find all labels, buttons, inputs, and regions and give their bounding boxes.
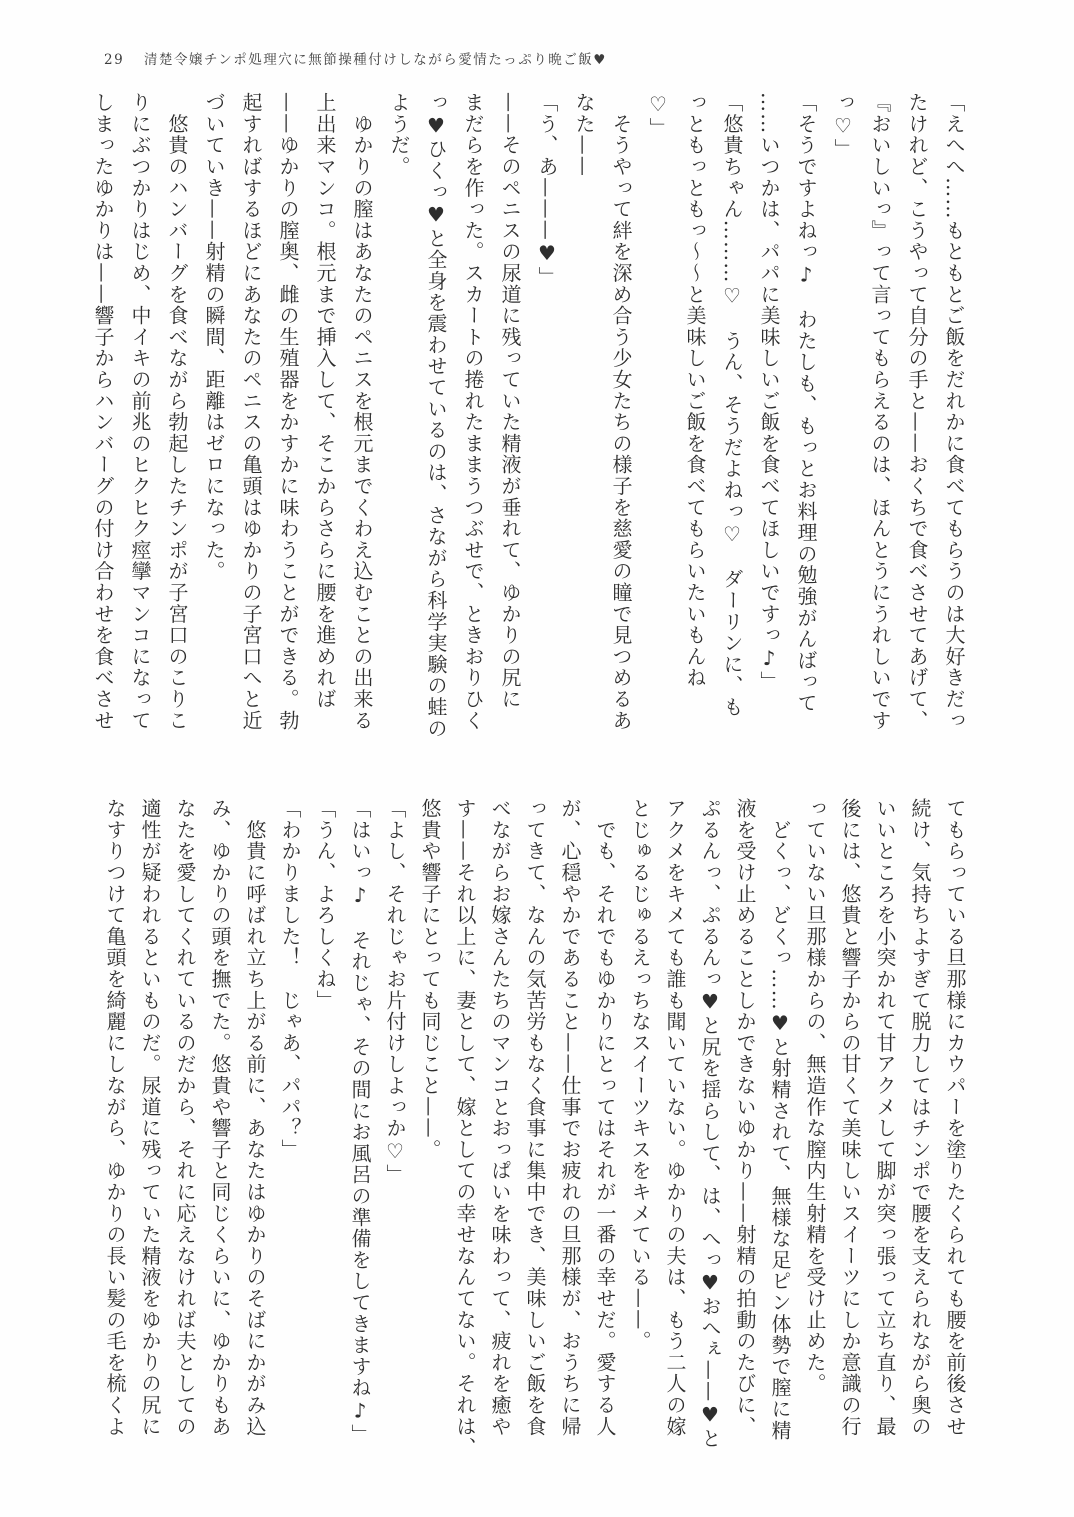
text-line: 「わかりました！ じゃあ、パパ？」	[278, 798, 302, 1161]
text-line: まだらを作った。スカートの捲れたままうつぶせで、ときおりひく	[461, 92, 485, 731]
text-line: アクメをキメても誰も聞いていない。ゆかりの夫は、もう二人の嫁	[663, 798, 687, 1437]
text-line: ようだ。	[387, 92, 411, 178]
text-line: ——そのペニスの尿道に残っていた精液が垂れて、ゆかりの尻に	[498, 92, 522, 710]
text-line: 悠貴や響子にとっても同じこと——。	[418, 798, 442, 1161]
text-line: ゆかりの膣はあなたのペニスを根元までくわえ込むことの出来る	[350, 92, 374, 731]
text-line: 起すればするほどにあなたのペニスの亀頭はゆかりの子宮口へと近	[239, 92, 263, 731]
text-line: 悠貴のハンバーグを食べながら勃起したチンポが子宮口のこりこ	[165, 92, 189, 731]
text-line: っていない旦那様からの、無造作な膣内生射精を受け止めた。	[803, 798, 827, 1395]
text-line: ——ゆかりの膣奥、雌の生殖器をかすかに味わうことができる。勃	[276, 92, 300, 731]
text-line: ってきて、なんの気苦労もなく食事に集中でき、美味しいご飯を食	[523, 798, 547, 1437]
text-line: ……いつかは、パパに美味しいご飯を食べてほしいですっ♪」	[757, 92, 781, 693]
text-line: づいていき——射精の瞬間、距離はゼロになった。	[202, 92, 226, 582]
text-line: 「そうですよねっ♪ わたしも、もっとお料理の勉強がんばって	[794, 92, 818, 714]
text-line: ♡」	[646, 92, 670, 139]
text-line: 続け、気持ちよすぎて脱力してはチンポで腰を支えられながら奥の	[908, 798, 932, 1437]
text-line: 上出来マンコ。根元まで挿入して、そこからさらに腰を進めれば	[313, 92, 337, 710]
text-line: いいところを小突かれて甘アクメして脚が突っ張って立ち直り、最	[873, 798, 897, 1437]
text-line: 後には、悠貴と響子からの甘くて美味しいスイーツにしか意識の行	[838, 798, 862, 1437]
text-line: み、ゆかりの頭を撫でた。悠貴や響子と同じくらいに、ゆかりもあ	[208, 798, 232, 1437]
text-line: 「はいっ♪ それじゃ、その間にお風呂の準備をしてきますね♪」	[348, 798, 372, 1445]
text-line: そうやって絆を深め合う少女たちの様子を慈愛の瞳で見つめるあ	[609, 92, 633, 731]
text-line: 「う、あ———♥」	[535, 92, 559, 288]
text-line: 「悠貴ちゃん………♡ うん、そうだよねっ♡ ダーリンに、も	[720, 92, 744, 718]
page-header	[104, 48, 607, 68]
text-line: しまったゆかりは——響子からハンバーグの付け合わせを食べさせ	[91, 92, 115, 731]
text-line: とじゅるじゅるえっちなスイーツキスをキメている——。	[628, 798, 652, 1352]
text-line: 適性が疑われるといものだ。尿道に残っていた精液をゆかりの尻に	[138, 798, 162, 1437]
text-line: なた——	[572, 92, 596, 178]
text-line: 「よし、それじゃお片付けしよっか♡」	[383, 798, 407, 1186]
text-line: なすりつけて亀頭を綺麗にしながら、ゆかりの長い髪の毛を梳くよ	[103, 798, 127, 1437]
text-line: べながらお嫁さんたちのマンコとおっぱいを味わって、疲れを癒や	[488, 798, 512, 1437]
text-block-top	[84, 92, 972, 747]
text-line: 「えへへ……もともとご飯をだれかに食べてもらうのは大好きだっ	[942, 92, 966, 731]
text-line: っ♡」	[831, 92, 855, 160]
text-line: っともっともっ～～と美味しいご飯を食べてもらいたいもんね	[683, 92, 707, 689]
text-line: 「うん、よろしくね」	[313, 798, 337, 1011]
text-line: 液を受け止めることしかできないゆかり——射精の拍動のたびに、	[733, 798, 757, 1437]
page-number: 29	[104, 52, 125, 68]
text-line: 悠貴に呼ばれ立ち上がる前に、あなたはゆかりのそばにかがみ込	[243, 798, 267, 1437]
text-line: なたを愛してくれているのだから、それに応えなければ夫としての	[173, 798, 197, 1437]
text-line: す——それ以上に、妻として、嫁としての幸せなんてない。それは、	[453, 798, 477, 1459]
text-block-bottom	[97, 798, 972, 1463]
text-line: てもらっている旦那様にカウパーを塗りたくられても腰を前後させ	[943, 798, 967, 1437]
text-line: っ♥ひくっ♥と全身を震わせているのは、さながら科学実験の蛙の	[424, 92, 448, 739]
text-line: りにぶつかりはじめ、中イキの前兆のヒクヒク痙攣マンコになって	[128, 92, 152, 731]
text-line: どくっ、どくっ……♥と射精されて、無様な足ピン体勢で膣に精	[768, 798, 792, 1441]
page-header-title: 清楚令嬢チンポ処理穴に無節操種付けしながら愛情たっぷり晩ご飯♥	[143, 52, 607, 68]
text-line: でも、それでもゆかりにとってはそれが一番の幸せだ。愛する人	[593, 798, 617, 1437]
text-line: ぷるんっ、ぷるんっ♥と尻を揺らして、は、へっ♥おへぇ——♥と	[698, 798, 722, 1449]
text-line: が、心穏やかであること——仕事でお疲れの旦那様が、おうちに帰	[558, 798, 582, 1437]
text-line: 『おいしいっ』って言ってもらえるのは、ほんとうにうれしいです	[868, 92, 892, 731]
text-line: たけれど、こうやって自分の手と——おくちで食べさせてあげて、	[905, 92, 929, 731]
